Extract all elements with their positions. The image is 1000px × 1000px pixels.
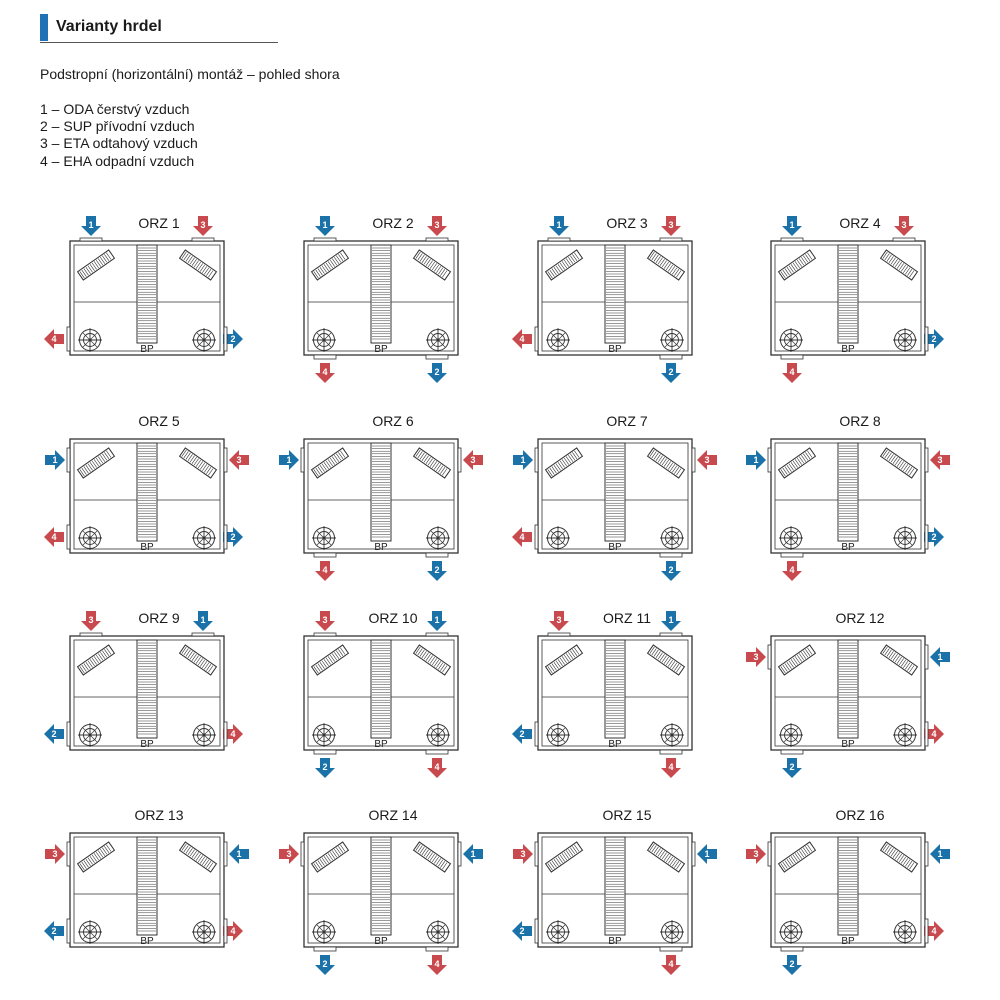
arrow-number: 3 bbox=[753, 849, 759, 860]
bypass-label: BP bbox=[140, 542, 154, 553]
arrow-blue-2 bbox=[924, 525, 944, 549]
arrow-number: 3 bbox=[556, 615, 562, 626]
bypass-channel bbox=[605, 837, 625, 935]
arrow-red-4 bbox=[924, 919, 944, 943]
arrow-number: 3 bbox=[434, 220, 440, 231]
arrow-blue-2 bbox=[781, 750, 803, 778]
arrow-number: 1 bbox=[753, 455, 759, 466]
arrow-red-4 bbox=[781, 553, 803, 581]
arrow-number: 2 bbox=[931, 334, 937, 345]
arrow-number: 1 bbox=[520, 455, 526, 466]
arrow-red-4 bbox=[223, 919, 243, 943]
section-title: Varianty hrdel bbox=[56, 18, 162, 35]
variant-diagram bbox=[304, 610, 458, 778]
variant-title: ORZ 4 bbox=[839, 215, 881, 231]
arrow-red-3 bbox=[192, 216, 214, 241]
variant-diagram bbox=[304, 215, 458, 383]
arrow-number: 4 bbox=[668, 762, 674, 773]
arrow-number: 4 bbox=[931, 926, 937, 937]
arrow-blue-2 bbox=[781, 947, 803, 975]
variant-title: ORZ 13 bbox=[134, 807, 184, 823]
arrow-number: 3 bbox=[236, 455, 242, 466]
arrow-red-4 bbox=[223, 722, 243, 746]
arrow-number: 1 bbox=[704, 849, 710, 860]
arrow-number: 2 bbox=[322, 762, 328, 773]
arrow-number: 3 bbox=[286, 849, 292, 860]
arrow-blue-2 bbox=[44, 722, 70, 746]
arrow-number: 4 bbox=[434, 959, 440, 970]
arrow-number: 4 bbox=[230, 926, 236, 937]
bypass-channel bbox=[605, 443, 625, 541]
bypass-channel bbox=[137, 443, 157, 541]
variant-diagram bbox=[746, 610, 950, 778]
bypass-label: BP bbox=[841, 542, 855, 553]
arrow-blue-1 bbox=[513, 448, 538, 472]
variant-title: ORZ 6 bbox=[372, 413, 414, 429]
bypass-label: BP bbox=[608, 739, 622, 750]
arrow-blue-1 bbox=[45, 448, 70, 472]
arrow-number: 4 bbox=[931, 729, 937, 740]
arrow-red-4 bbox=[314, 355, 336, 383]
variant-diagram bbox=[746, 807, 950, 975]
arrow-blue-1 bbox=[660, 611, 682, 636]
bypass-label: BP bbox=[374, 344, 388, 355]
bypass-channel bbox=[838, 640, 858, 738]
arrow-number: 1 bbox=[236, 849, 242, 860]
arrow-red-3 bbox=[893, 216, 915, 241]
arrow-red-3 bbox=[224, 448, 249, 472]
variant-title: ORZ 3 bbox=[606, 215, 648, 231]
variant-title: ORZ 5 bbox=[138, 413, 180, 429]
bypass-label: BP bbox=[608, 936, 622, 947]
bypass-channel bbox=[605, 640, 625, 738]
arrow-number: 1 bbox=[434, 615, 440, 626]
variant-diagram bbox=[279, 807, 483, 975]
legend-item-oda: 1 – ODA čerstvý vzduch bbox=[40, 101, 190, 117]
arrow-number: 4 bbox=[51, 334, 57, 345]
arrow-blue-1 bbox=[925, 645, 950, 669]
arrow-number: 3 bbox=[937, 455, 943, 466]
arrow-number: 1 bbox=[470, 849, 476, 860]
bypass-label: BP bbox=[608, 542, 622, 553]
arrow-red-4 bbox=[660, 750, 682, 778]
bypass-label: BP bbox=[140, 739, 154, 750]
arrow-number: 4 bbox=[789, 565, 795, 576]
bypass-channel bbox=[137, 837, 157, 935]
arrow-number: 2 bbox=[789, 959, 795, 970]
arrow-number: 1 bbox=[88, 220, 94, 231]
arrow-red-4 bbox=[426, 750, 448, 778]
arrow-number: 3 bbox=[704, 455, 710, 466]
arrow-number: 2 bbox=[668, 367, 674, 378]
bypass-channel bbox=[137, 640, 157, 738]
arrow-red-3 bbox=[660, 216, 682, 241]
arrow-number: 1 bbox=[937, 652, 943, 663]
bypass-label: BP bbox=[140, 936, 154, 947]
arrow-blue-2 bbox=[426, 553, 448, 581]
arrow-number: 3 bbox=[200, 220, 206, 231]
variant-diagram bbox=[512, 413, 717, 581]
variant-title: ORZ 7 bbox=[606, 413, 648, 429]
arrow-blue-2 bbox=[314, 750, 336, 778]
arrow-number: 3 bbox=[470, 455, 476, 466]
arrow-number: 1 bbox=[789, 220, 795, 231]
bypass-channel bbox=[838, 837, 858, 935]
variant-title: ORZ 8 bbox=[839, 413, 881, 429]
legend-item-eta: 3 – ETA odtahový vzduch bbox=[40, 135, 198, 152]
arrow-number: 2 bbox=[51, 926, 57, 937]
arrow-blue-2 bbox=[426, 355, 448, 383]
arrow-number: 1 bbox=[322, 220, 328, 231]
arrow-number: 3 bbox=[901, 220, 907, 231]
arrow-number: 4 bbox=[230, 729, 236, 740]
arrow-number: 4 bbox=[434, 762, 440, 773]
arrow-red-3 bbox=[746, 842, 771, 866]
arrow-red-4 bbox=[660, 947, 682, 975]
bypass-channel bbox=[371, 245, 391, 343]
arrow-blue-2 bbox=[314, 947, 336, 975]
bypass-channel bbox=[371, 640, 391, 738]
arrow-number: 2 bbox=[789, 762, 795, 773]
arrow-number: 4 bbox=[51, 532, 57, 543]
bypass-channel bbox=[605, 245, 625, 343]
arrow-number: 2 bbox=[230, 334, 236, 345]
bypass-label: BP bbox=[374, 542, 388, 553]
arrow-blue-2 bbox=[660, 553, 682, 581]
arrow-blue-1 bbox=[426, 611, 448, 636]
bypass-channel bbox=[838, 245, 858, 343]
bypass-label: BP bbox=[841, 739, 855, 750]
arrow-blue-2 bbox=[512, 919, 538, 943]
arrow-number: 4 bbox=[322, 367, 328, 378]
arrow-number: 1 bbox=[286, 455, 292, 466]
arrow-red-4 bbox=[426, 947, 448, 975]
arrow-number: 3 bbox=[322, 615, 328, 626]
variant-title: ORZ 16 bbox=[835, 807, 885, 823]
arrow-number: 2 bbox=[230, 532, 236, 543]
arrow-blue-2 bbox=[223, 327, 243, 351]
arrow-red-4 bbox=[44, 525, 70, 549]
arrow-red-3 bbox=[80, 611, 102, 636]
arrow-number: 4 bbox=[519, 532, 525, 543]
variant-diagram bbox=[44, 807, 249, 947]
arrow-number: 1 bbox=[556, 220, 562, 231]
arrow-number: 1 bbox=[937, 849, 943, 860]
subtitle: Podstropní (horizontální) montáž – pohled shora bbox=[40, 66, 340, 82]
arrow-number: 2 bbox=[51, 729, 57, 740]
arrow-red-3 bbox=[692, 448, 717, 472]
arrow-number: 2 bbox=[668, 565, 674, 576]
bypass-label: BP bbox=[841, 936, 855, 947]
arrow-number: 2 bbox=[434, 565, 440, 576]
arrow-number: 4 bbox=[519, 334, 525, 345]
arrow-red-3 bbox=[458, 448, 483, 472]
arrow-number: 2 bbox=[434, 367, 440, 378]
variant-title: ORZ 2 bbox=[372, 215, 414, 231]
arrow-blue-1 bbox=[224, 842, 249, 866]
variant-diagram bbox=[279, 413, 483, 581]
arrow-blue-2 bbox=[223, 525, 243, 549]
variant-title: ORZ 10 bbox=[368, 610, 418, 626]
arrow-red-3 bbox=[279, 842, 304, 866]
variant-title: ORZ 1 bbox=[138, 215, 180, 231]
arrow-number: 3 bbox=[88, 615, 94, 626]
arrow-blue-1 bbox=[458, 842, 483, 866]
variant-title: ORZ 14 bbox=[368, 807, 418, 823]
arrow-red-3 bbox=[426, 216, 448, 241]
bypass-channel bbox=[137, 245, 157, 343]
arrow-blue-1 bbox=[692, 842, 717, 866]
arrow-number: 1 bbox=[200, 615, 206, 626]
bypass-label: BP bbox=[841, 344, 855, 355]
arrow-number: 1 bbox=[668, 615, 674, 626]
variant-diagram bbox=[44, 413, 249, 553]
arrow-number: 2 bbox=[519, 926, 525, 937]
arrow-red-4 bbox=[512, 327, 538, 351]
variant-diagram bbox=[512, 610, 692, 778]
arrow-blue-1 bbox=[80, 216, 102, 241]
arrow-red-3 bbox=[746, 645, 771, 669]
legend-item-eha: 4 – EHA odpadní vzduch bbox=[40, 152, 195, 169]
arrow-red-4 bbox=[512, 525, 538, 549]
arrow-red-3 bbox=[314, 611, 336, 636]
variant-title: ORZ 9 bbox=[138, 610, 180, 626]
arrow-number: 3 bbox=[520, 849, 526, 860]
arrow-red-3 bbox=[45, 842, 70, 866]
bypass-channel bbox=[371, 837, 391, 935]
arrow-number: 1 bbox=[52, 455, 58, 466]
bypass-label: BP bbox=[608, 344, 622, 355]
arrow-blue-2 bbox=[44, 919, 70, 943]
arrow-blue-2 bbox=[924, 327, 944, 351]
variant-title: ORZ 12 bbox=[835, 610, 885, 626]
bypass-label: BP bbox=[374, 936, 388, 947]
arrow-number: 3 bbox=[753, 652, 759, 663]
bypass-channel bbox=[371, 443, 391, 541]
variant-diagram bbox=[44, 610, 243, 750]
variant-diagram bbox=[512, 807, 717, 975]
arrow-number: 2 bbox=[322, 959, 328, 970]
variant-diagram bbox=[512, 215, 692, 383]
arrow-blue-1 bbox=[781, 216, 803, 241]
legend-item-sup: 2 – SUP přívodní vzduch bbox=[40, 118, 195, 135]
arrow-red-4 bbox=[314, 553, 336, 581]
variant-diagram bbox=[746, 413, 950, 581]
arrow-number: 4 bbox=[322, 565, 328, 576]
arrow-number: 2 bbox=[931, 532, 937, 543]
variant-diagram bbox=[44, 215, 243, 355]
arrow-blue-1 bbox=[192, 611, 214, 636]
arrow-blue-1 bbox=[314, 216, 336, 241]
arrow-red-3 bbox=[513, 842, 538, 866]
bypass-label: BP bbox=[374, 739, 388, 750]
variant-title: ORZ 11 bbox=[603, 610, 651, 626]
arrow-number: 4 bbox=[789, 367, 795, 378]
arrow-blue-1 bbox=[279, 448, 304, 472]
arrow-blue-2 bbox=[512, 722, 538, 746]
variant-diagram bbox=[771, 215, 944, 383]
arrow-number: 2 bbox=[519, 729, 525, 740]
arrow-number: 4 bbox=[668, 959, 674, 970]
arrow-blue-1 bbox=[548, 216, 570, 241]
arrow-red-4 bbox=[924, 722, 944, 746]
arrow-blue-1 bbox=[925, 842, 950, 866]
arrow-number: 3 bbox=[52, 849, 58, 860]
arrow-blue-2 bbox=[660, 355, 682, 383]
arrow-red-3 bbox=[925, 448, 950, 472]
bypass-channel bbox=[838, 443, 858, 541]
variant-title: ORZ 15 bbox=[602, 807, 652, 823]
arrow-red-4 bbox=[44, 327, 70, 351]
arrow-red-3 bbox=[548, 611, 570, 636]
arrow-red-4 bbox=[781, 355, 803, 383]
arrow-blue-1 bbox=[746, 448, 771, 472]
arrow-number: 3 bbox=[668, 220, 674, 231]
bypass-label: BP bbox=[140, 344, 154, 355]
